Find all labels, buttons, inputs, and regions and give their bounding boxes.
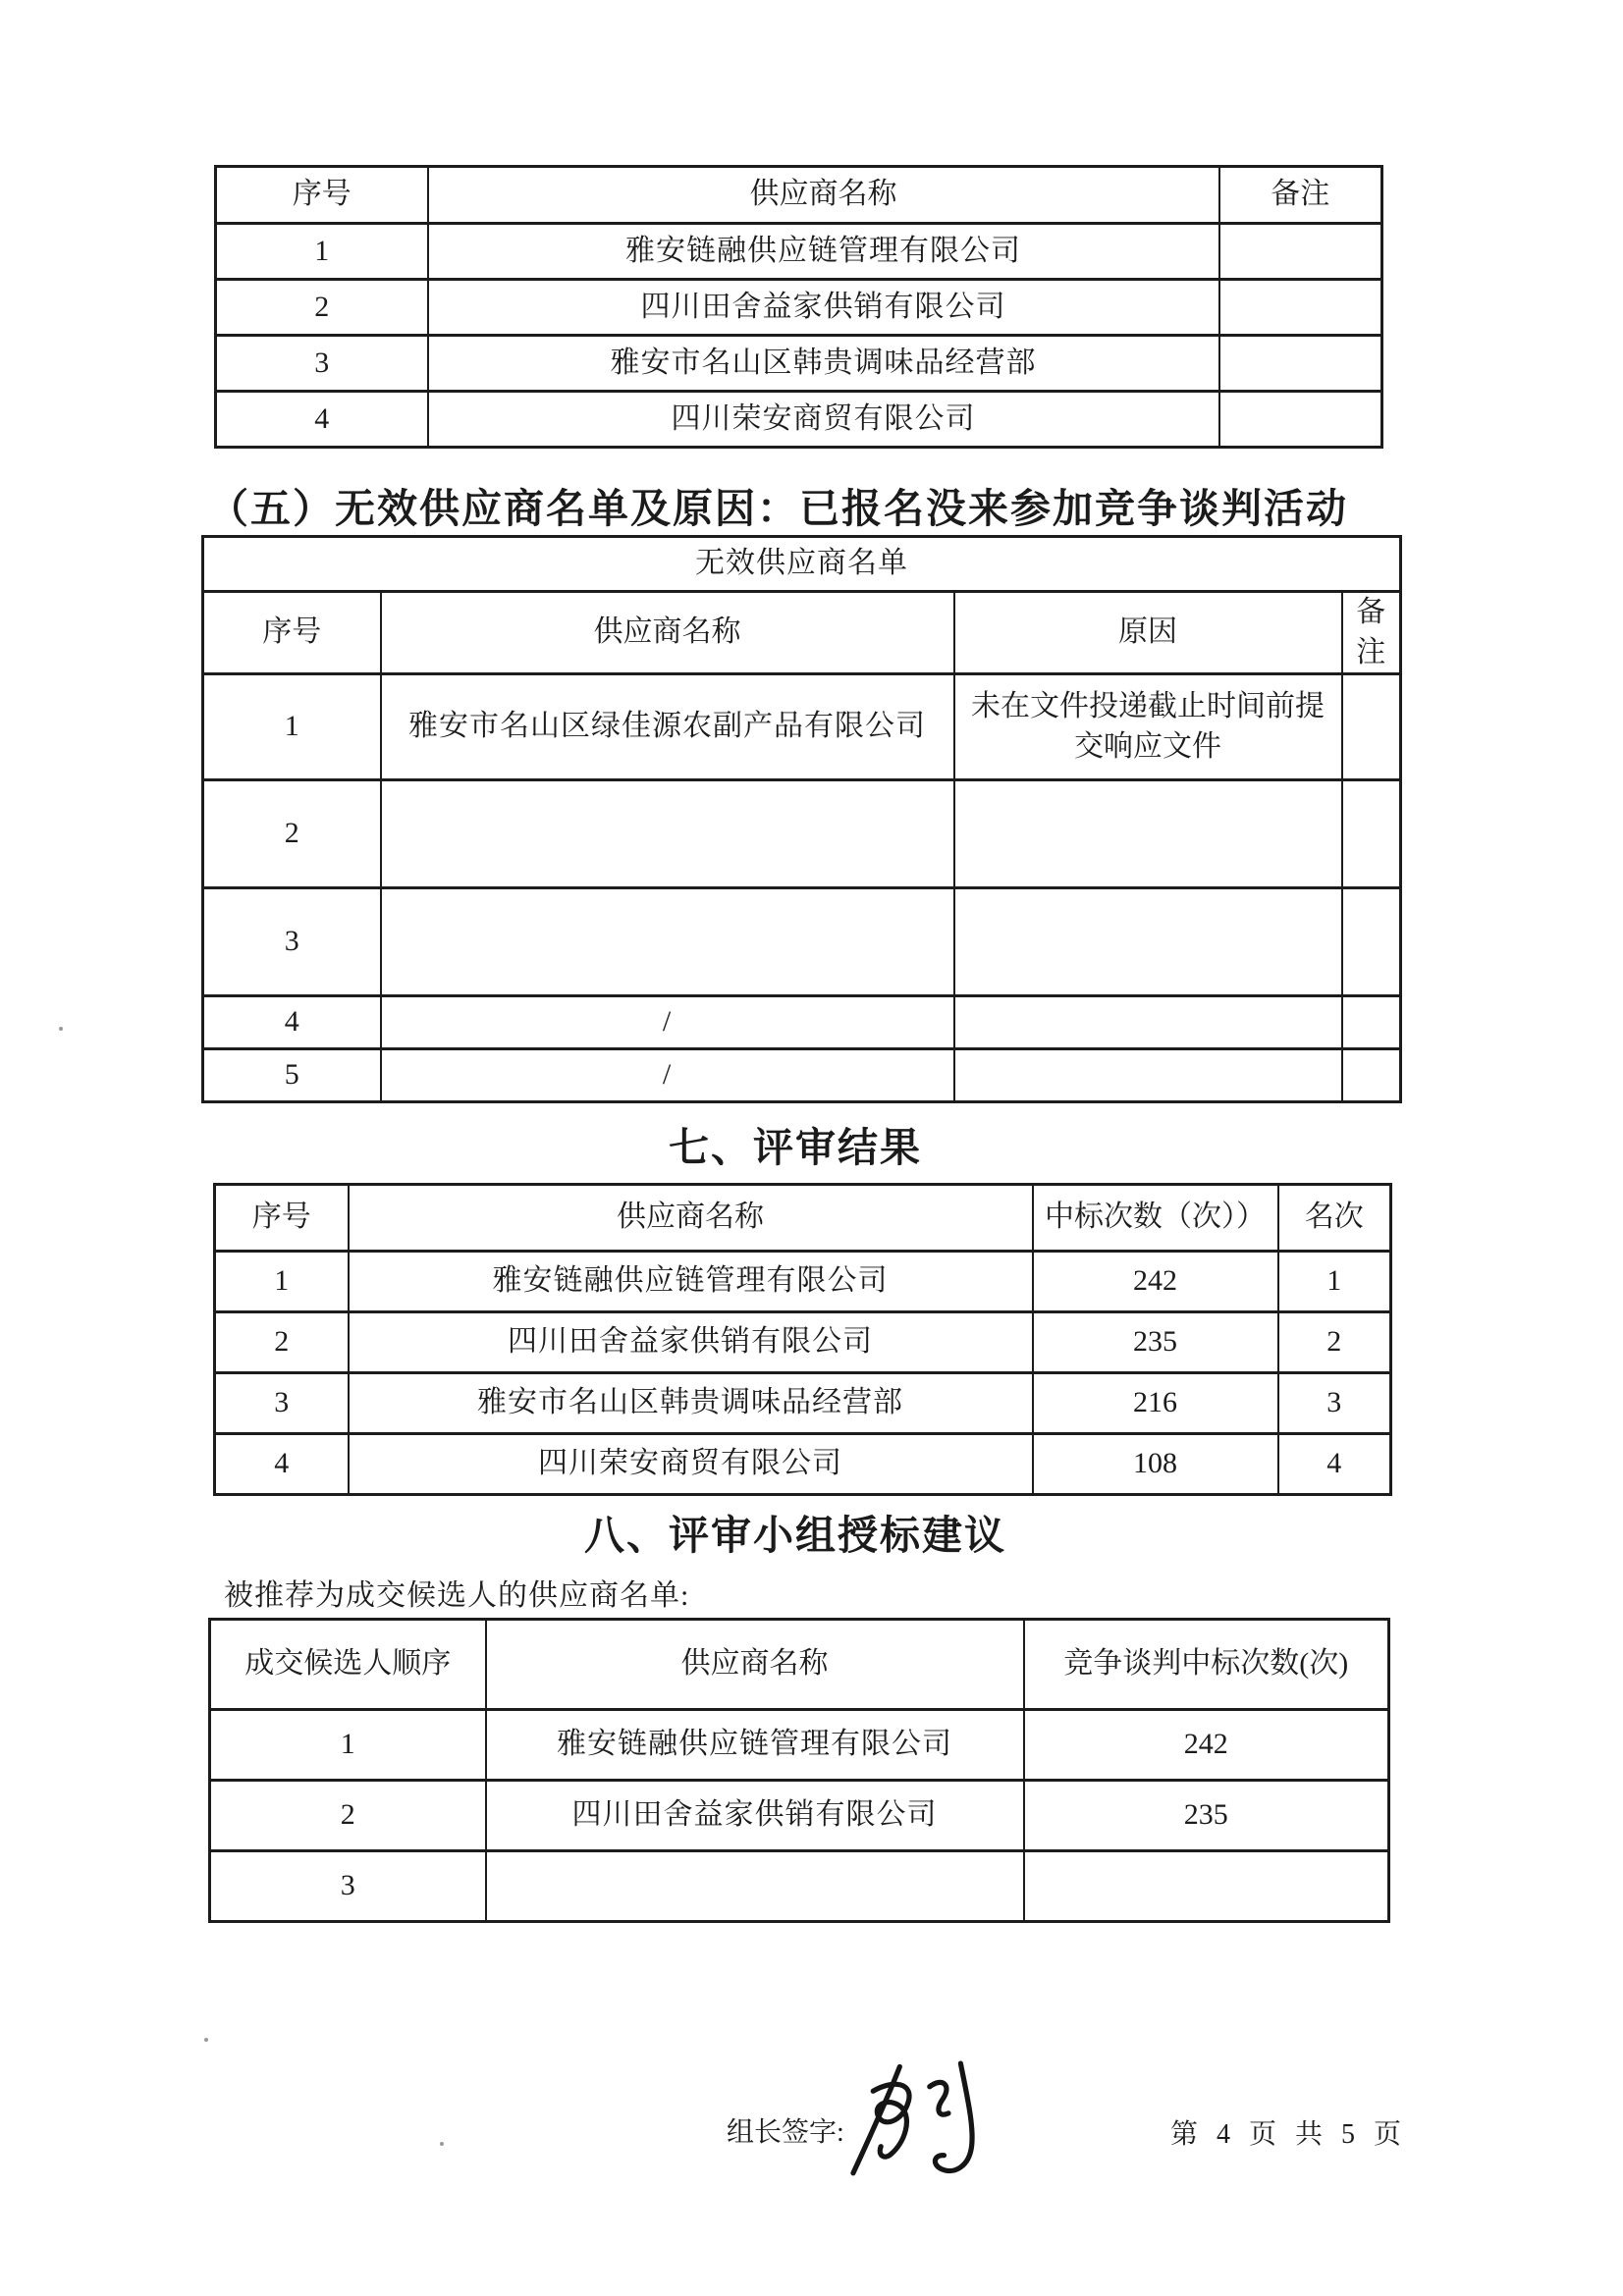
table-row bbox=[216, 392, 1382, 448]
cell-seq: 2 bbox=[215, 1312, 349, 1373]
candidate-list-intro: 被推荐为成交候选人的供应商名单: bbox=[224, 1579, 690, 1612]
cell-note bbox=[1342, 996, 1401, 1049]
table-row bbox=[203, 1049, 1401, 1102]
cell-supplier-name: 四川荣安商贸有限公司 bbox=[349, 1434, 1033, 1495]
table-row bbox=[215, 1252, 1391, 1312]
column-header-negotiation-win-count: 竞争谈判中标次数(次) bbox=[1024, 1620, 1389, 1710]
cell-reason bbox=[954, 1049, 1342, 1102]
column-header-reason: 原因 bbox=[954, 592, 1342, 674]
cell-note bbox=[1219, 392, 1382, 448]
section-5-heading: （五）无效供应商名单及原因：已报名没来参加竞争谈判活动 bbox=[208, 486, 1348, 531]
candidate-table bbox=[208, 1618, 1390, 1923]
column-header-supplier-name: 供应商名称 bbox=[428, 167, 1219, 224]
cell-seq: 3 bbox=[216, 336, 428, 392]
cell-seq: 1 bbox=[203, 674, 381, 780]
column-header-supplier-name: 供应商名称 bbox=[486, 1620, 1024, 1710]
cell-supplier-name: / bbox=[381, 996, 954, 1049]
cell-rank: 3 bbox=[1278, 1373, 1391, 1434]
cell-seq: 1 bbox=[215, 1252, 349, 1312]
column-header-supplier-name: 供应商名称 bbox=[381, 592, 954, 674]
cell-supplier-name bbox=[486, 1851, 1024, 1922]
cell-win-count: 108 bbox=[1033, 1434, 1278, 1495]
cell-supplier-name: 四川田舍益家供销有限公司 bbox=[486, 1781, 1024, 1851]
table-row bbox=[203, 888, 1401, 996]
scan-artifact bbox=[59, 1027, 63, 1031]
cell-reason bbox=[954, 888, 1342, 996]
cell-supplier-name bbox=[381, 888, 954, 996]
leader-signature-label: 组长签字: bbox=[727, 2117, 844, 2148]
column-header-seq: 序号 bbox=[216, 167, 428, 224]
handwritten-signature bbox=[837, 2054, 992, 2193]
column-header-win-count: 中标次数（次）） bbox=[1033, 1185, 1278, 1252]
cell-negotiation-win-count bbox=[1024, 1851, 1389, 1922]
cell-win-count: 235 bbox=[1033, 1312, 1278, 1373]
scan-artifact bbox=[204, 2038, 208, 2042]
cell-supplier-name: 雅安链融供应链管理有限公司 bbox=[486, 1710, 1024, 1781]
table-header-row bbox=[210, 1620, 1389, 1710]
cell-reason bbox=[954, 780, 1342, 888]
table-row bbox=[203, 780, 1401, 888]
table-row bbox=[210, 1781, 1389, 1851]
cell-seq: 3 bbox=[215, 1373, 349, 1434]
cell-seq: 4 bbox=[215, 1434, 349, 1495]
cell-seq: 3 bbox=[203, 888, 381, 996]
cell-negotiation-win-count: 235 bbox=[1024, 1781, 1389, 1851]
table-row bbox=[215, 1373, 1391, 1434]
result-table bbox=[213, 1183, 1392, 1496]
cell-note bbox=[1342, 888, 1401, 996]
cell-rank: 1 bbox=[1278, 1252, 1391, 1312]
cell-note bbox=[1342, 1049, 1401, 1102]
cell-rank: 4 bbox=[1278, 1434, 1391, 1495]
column-header-supplier-name: 供应商名称 bbox=[349, 1185, 1033, 1252]
cell-supplier-name: 雅安市名山区韩贵调味品经营部 bbox=[428, 336, 1219, 392]
cell-reason: 未在文件投递截止时间前提交响应文件 bbox=[954, 674, 1342, 780]
cell-supplier-name: 雅安市名山区绿佳源农副产品有限公司 bbox=[381, 674, 954, 780]
table-row bbox=[210, 1710, 1389, 1781]
cell-supplier-name: / bbox=[381, 1049, 954, 1102]
cell-negotiation-win-count: 242 bbox=[1024, 1710, 1389, 1781]
table-header-row bbox=[215, 1185, 1391, 1252]
cell-note bbox=[1342, 674, 1401, 780]
table-row bbox=[203, 996, 1401, 1049]
cell-supplier-name bbox=[381, 780, 954, 888]
table-row bbox=[215, 1434, 1391, 1495]
table-header-row bbox=[203, 592, 1401, 674]
supplier-table bbox=[214, 165, 1383, 449]
cell-note bbox=[1219, 336, 1382, 392]
cell-note bbox=[1219, 224, 1382, 280]
invalid-supplier-table bbox=[201, 535, 1402, 1103]
cell-win-count: 216 bbox=[1033, 1373, 1278, 1434]
cell-supplier-name: 雅安链融供应链管理有限公司 bbox=[349, 1252, 1033, 1312]
cell-candidate-order: 2 bbox=[210, 1781, 486, 1851]
cell-seq: 4 bbox=[203, 996, 381, 1049]
cell-note bbox=[1342, 780, 1401, 888]
column-header-seq: 序号 bbox=[203, 592, 381, 674]
section-7-heading: 七、评审结果 bbox=[669, 1125, 922, 1170]
cell-win-count: 242 bbox=[1033, 1252, 1278, 1312]
column-header-note: 备注 bbox=[1342, 592, 1401, 674]
table-row bbox=[210, 1851, 1389, 1922]
cell-seq: 2 bbox=[216, 280, 428, 336]
column-header-candidate-order: 成交候选人顺序 bbox=[210, 1620, 486, 1710]
cell-note bbox=[1219, 280, 1382, 336]
cell-rank: 2 bbox=[1278, 1312, 1391, 1373]
cell-supplier-name: 四川荣安商贸有限公司 bbox=[428, 392, 1219, 448]
table-row bbox=[216, 280, 1382, 336]
cell-seq: 5 bbox=[203, 1049, 381, 1102]
table-header-row bbox=[216, 167, 1382, 224]
column-header-seq: 序号 bbox=[215, 1185, 349, 1252]
table-title-row bbox=[203, 537, 1401, 592]
invalid-table-title: 无效供应商名单 bbox=[203, 537, 1401, 592]
column-header-rank: 名次 bbox=[1278, 1185, 1391, 1252]
cell-seq: 1 bbox=[216, 224, 428, 280]
cell-candidate-order: 3 bbox=[210, 1851, 486, 1922]
cell-seq: 4 bbox=[216, 392, 428, 448]
cell-supplier-name: 四川田舍益家供销有限公司 bbox=[349, 1312, 1033, 1373]
cell-supplier-name: 雅安市名山区韩贵调味品经营部 bbox=[349, 1373, 1033, 1434]
cell-supplier-name: 雅安链融供应链管理有限公司 bbox=[428, 224, 1219, 280]
cell-reason bbox=[954, 996, 1342, 1049]
table-row bbox=[203, 674, 1401, 780]
scan-artifact bbox=[440, 2142, 444, 2146]
cell-seq: 2 bbox=[203, 780, 381, 888]
table-row bbox=[216, 224, 1382, 280]
cell-supplier-name: 四川田舍益家供销有限公司 bbox=[428, 280, 1219, 336]
table-row bbox=[216, 336, 1382, 392]
section-8-heading: 八、评审小组授标建议 bbox=[584, 1513, 1006, 1558]
table-row bbox=[215, 1312, 1391, 1373]
cell-candidate-order: 1 bbox=[210, 1710, 486, 1781]
page-number: 第 4 页 共 5 页 bbox=[1170, 2119, 1408, 2150]
column-header-note: 备注 bbox=[1219, 167, 1382, 224]
